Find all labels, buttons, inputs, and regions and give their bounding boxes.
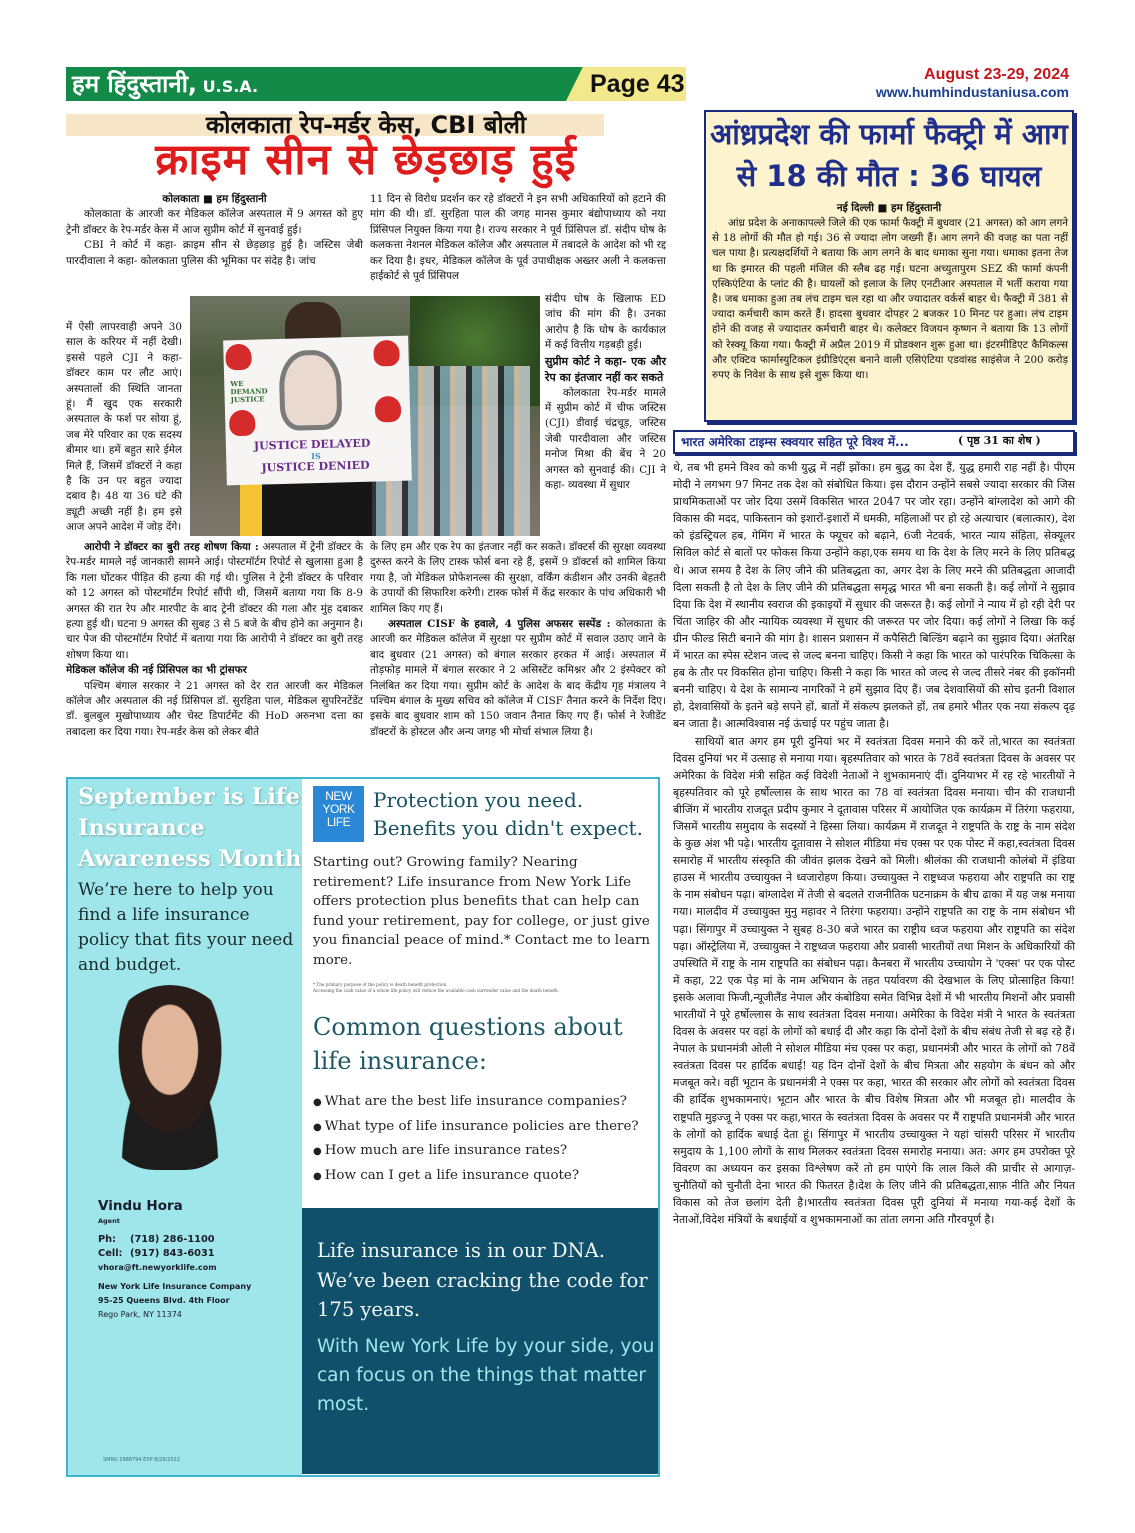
story-column-a-narrow (66, 320, 182, 536)
andhra-dateline: नई दिल्ली ■ हम हिंदुस्तानी (836, 202, 942, 214)
agent-phone[interactable]: (718) 286-1100 (130, 1234, 215, 1245)
agent-address-line1: 95-25 Queens Blvd. 4th Floor (98, 1296, 230, 1305)
ad-compliance-code: SMRU 1968794 EXP 8/29/2022 (103, 1457, 180, 1463)
agent-title: Agent (98, 1217, 120, 1225)
continued-story-title: भारत अमेरिका टाइम्स स्क्वयार सहित पूरे विश्व में... (681, 435, 909, 449)
agent-cell-row (98, 1247, 298, 1261)
story-column-b-top (370, 192, 666, 284)
story-column-b-bottom (370, 540, 666, 740)
paragraph: संदीप घोष के खिलाफ ED जांच की मांग की है। उनका आरोप है कि घोष के कार्यकाल में कई वित्तीय गड़बड़ी हुई। (545, 293, 666, 352)
newspaper-name (72, 68, 258, 103)
red-handprint-icon (373, 340, 400, 367)
ad-questions-list (313, 1090, 658, 1188)
page-number: Page 43 (590, 70, 685, 98)
placard-text: JUSTICE DELAYED (253, 436, 371, 453)
ad-tagline-2: Benefits you didn't expect. (373, 816, 643, 840)
continued-story-body (673, 459, 1075, 1228)
continued-page-reference: ( पृष्ठ 31 का शेष ) (958, 434, 1041, 447)
subheading: अस्पताल CISF के हवाले, 4 पुलिस अफसर सस्पेंड : (388, 618, 611, 631)
subheading: आरोपी ने डॉक्टर का बुरी तरह शोषण किया : (84, 541, 259, 553)
paragraph: आंध्र प्रदेश के अनाकापल्ले जिले की एक फार्मा फैक्ट्री में बुधवार (21 अगस्त) को आग लगने से 18 लोगों की मौत हो गई। 36 से ज्यादा लोग जख्मी हैं। आग लगने की वजह का पता नहीं चल पाया है। प्रत्यक्षदर्शियों ने बताया कि आग लगने के बाद धमाका सुना गया। धमाका इतना तेज था कि इमारत की पहली मंजिल की स्लैब ढह गई। घटना अच्युतापुरम SEZ की फार्मा कंपनी एस्किएंटिया के प्लांट की है। घायलों को इलाज के लिए एनटीआर अस्पताल में भर्ती कराया गया है। जब धमाका हुआ तब लंच टाइम चल रहा था और ज्यादातर वर्कर्स बाहर थे। फैक्ट्री में 381 से ज्यादा कर्मचारी काम करते हैं। हादसा बुधवार दोपहर 2 बजकर 10 मिनट पर हुआ। लंच टाइम होने की वजह से ज्यादातर कर्मचारी बाहर थे। कलेक्टर विजयन कृष्णन ने बताया कि 13 लोगों को रेस्क्यू किया गया। फैक्ट्री में अप्रैल 2019 में प्रोडक्शन शुरू हुआ था। इंटरमीडिएट कैमिकल्स और एक्टिव फार्मास्युटिकल इंग्रीडिएंट्स बनाने वाली एसिएंटिया एडवांस्ड साइंसेज ने 200 करोड़ रुपए के निवेश के साथ इसे शुरू किया था। (712, 217, 1068, 382)
agent-address-line2: Rego Park, NY 11374 (98, 1310, 182, 1319)
paragraph-text: कोलकाता के आरजी कर मेडिकल कॉलेज में सुरक्षा पर सुप्रीम कोर्ट में सवाल उठाए जाने के बाद बुधवार (21 अगस्त) को बंगाल सरकार हरकत में आई। अस्पताल में तोड़फोड़ मामले में बंगाल सरकार ने 2 असिस्टेंट कमिश्नर और 2 इंस्पेक्टर को निलंबित कर दिया गया। सुप्रीम कोर्ट के आदेश के बाद केंद्रीय गृह मंत्रालय ने पश्चिम बंगाल के मुख्य सचिव को कॉलेज में CISF तैनात करने के निर्देश दिए। इसके बाद बुधवार शाम को 150 जवान तैनात किए गए हैं। फोर्स ने रेजीडेंट डॉक्टरों के होस्टल और अन्य जगह भी मोर्चा संभाल लिया है। (370, 618, 666, 738)
red-handprint-icon (375, 396, 402, 423)
agent-phone-row (98, 1233, 298, 1247)
agent-email[interactable]: vhora@ft.newyorklife.com (98, 1263, 217, 1272)
agent-contact-card (98, 1198, 298, 1322)
paragraph (370, 617, 666, 740)
agent-photo (95, 985, 245, 1170)
andhra-body (712, 216, 1068, 383)
ad-dna-heading: Life insurance is in our DNA. We’ve been cracking the code for 175 years. (317, 1239, 648, 1321)
subheading: मेडिकल कॉलेज की नई प्रिंसिपल का भी ट्रांसफर (66, 664, 247, 677)
paragraph: 11 दिन से विरोध प्रदर्शन कर रहे डॉक्टरों ने इन सभी अधिकारियों को हटाने की मांग की थी। डॉ. सुरहिता पाल की जगह मानस कुमार बंद्योपाध्याय को नया प्रिंसिपल नियुक्त किया गया है। राज्य सरकार ने पूर्व प्रिंसिपल डॉ. संदीप घोष के कलकत्ता नेशनल मेडिकल कॉलेज और अस्पताल में तबादले के आदेश को भी रद्द कर दिया है। इधर, मेडिकल कॉलेज के पूर्व उपाधीक्षक अख्तर अली ने कलकत्ता हाईकोर्ट से पूर्व प्रिंसिपल (370, 193, 666, 283)
subheading: सुप्रीम कोर्ट ने कहा- एक और रेप का इंतजार नहीं कर सकते (545, 354, 666, 384)
ad-tagline (373, 786, 643, 842)
agent-company: New York Life Insurance Company (98, 1282, 252, 1291)
cell-label: Cell: (98, 1248, 123, 1259)
placard-text: JUSTICE DENIED (261, 458, 370, 475)
issue-date: August 23-29, 2024 (924, 66, 1069, 83)
fine-print-line: Accessing the cash value of a whole life policy will reduce the available cash surrender value and the death benefit. (313, 988, 560, 993)
paragraph-text: अस्पताल में ट्रेनी डॉक्टर के रेप-मर्डर मामले नई जानकारी सामने आई। पोस्टमॉर्टम रिपोर्ट से खुलासा हुआ है कि गला घोंटकर पीड़ित की हत्या की गई थी। पुलिस ने ट्रेनी डॉक्टर के परिवार को 12 अगस्त को पोस्टमॉर्टम रिपोर्ट सौंपी थी, जिसमें बताया गया कि 8-9 अगस्त की रात रेप और मारपीट के बाद ट्रेनी डॉक्टर की गला और मुंह दबाकर हत्या हुई थी। घटना 9 अगस्त की सुबह 3 से 5 बजे के बीच होने का अनुमान है। चार पेज की पोस्टमॉर्टम रिपोर्ट में बताया गया कि आरोपी ने डॉक्टर का बुरी तरह शोषण किया था। (66, 541, 364, 661)
logo-text: NEW YORK LIFE (322, 789, 355, 829)
story-column-b-narrow (545, 292, 666, 493)
ad-awareness-text: We’re here to help you find a life insurance policy that fits your need and budget. (78, 880, 294, 975)
protest-placard (223, 336, 412, 486)
ad-body-text: Starting out? Growing family? Nearing retirement? Life insurance from New York Life offers protection plus benefits that can help can fund your retirement, pay for college, or just give you financial peace of mind.* Contact me to learn more. (313, 855, 651, 968)
ad-tagline-1: Protection you need. (373, 788, 584, 812)
paragraph: CBI ने कोर्ट में कहा- क्राइम सीन से छेड़छाड़ हुई है। जस्टिस जेबी पारदीवाला ने कहा- कोलकाता पुलिस की भूमिका पर संदेह है। जांच (66, 239, 363, 267)
paragraph (66, 540, 363, 663)
paragraph: थे, तब भी हमने विश्व को कभी युद्ध में नहीं झोंका। हम बुद्ध का देश हैं, युद्ध हमारी राह नहीं है। पीएम मोदी ने लगभग 97 मिनट तक देश को संबोधित किया। इस दौरान उन्होंने सबसे ज्यादा सरकार की जिस प्राथमिकताओं पर जोर दिया उसमें विकसित भारत 2047 पर जोर रहा। उन्होंने बांग्लादेश को आगे की विकास की मदद, पाकिस्तान को इशारों-इशारों में धमकी, महिलाओं पर हो रहे अत्याचार (बलात्कार), देश को इंडस्ट्रियल हब, गेमिंग में भारत के फ्यूचर को बढ़ाने, 6जी नेटवर्क, भारत न्याय संहिता, सेक्यूलर सिविल कोर्ट से बातों पर फोकस किया उन्होंने कहा,एक समय था कि देश के लिए मरने के लिए प्रतिबद्ध थे। आज समय है देश के लिए जीने की प्रतिबद्धता का, अगर देश के लिए मरने की प्रतिबद्धता आजादी दिला सकती है तो देश के लिए जीने की प्रतिबद्धता समृद्ध भारत भी बना सकती है। कई लोगों ने सुझाव दिया कि देश में स्थानीय स्वराज की इकाइयों में सुधार की जरूरत है। कई लोगों ने न्याय में हो रही देरी पर चिंता जाहिर की और न्यायिक व्यवस्था में सुधार की जरूरत पर जोर दिया। कई लोगों ने लिखा कि कई ग्रीन फील्ड सिटी बनाने की मांग है। शासन प्रशासन में कपैसिटी बिल्डिंग बढ़ाने का सुझाव दिया। अंतरिक्ष में भारत का स्पेस स्टेशन जल्द से जल्द बनना चाहिए। किसी ने कहा कि भारत को पारंपरिक चिकित्सा के हब के तौर पर विकसित होना चाहिए। किसी ने कहा कि भारत को जल्द से जल्द तीसरे नंबर की इकॉनमी बननी चाहिए। ये देश के सामान्य नागरिकों ने हमें सुझाव दिए हैं। जब देशवासियों की सोच इतनी विशाल हो, देशवासियों के इतने बड़े सपने हों, बातों में संकल्प झलकते हों, तब हमारे भीतर एक नया संकल्प दृढ़ बन जाता है। आत्मविश्वास नई ऊंचाई पर पहुंच जाता है। (673, 461, 1075, 731)
paragraph: के लिए हम और एक रेप का इंतजार नहीं कर सकते। डॉक्टर्स की सुरक्षा व्यवस्था दुरुस्त करने के लिए टास्क फोर्स बना रहे हैं, इसमें 9 डॉक्टर्स को शामिल किया गया है, जो मेडिकल प्रोफेशनल्स की सुरक्षा, वर्किंग कंडीशन और उनकी बेहतरी के उपायों की सिफारिश करेगी। टास्क फोर्स में केंद्र सरकार के पांच अधिकारी भी शामिल किए गए हैं। (370, 541, 666, 615)
red-handprint-icon (229, 410, 256, 437)
paragraph: कोलकाता के आरजी कर मेडिकल कॉलेज अस्पताल में 9 अगस्त को हुए ट्रेनी डॉक्टर के रेप-मर्डर केस में आज सुप्रीम कोर्ट में सुनवाई हुई। (66, 208, 363, 236)
question-item: ● How much are life insurance rates? (313, 1139, 658, 1164)
dateline: कोलकाता ■ हम हिंदुस्तानी (162, 193, 267, 205)
paragraph: साथियों बात अगर हम पूरी दुनियां भर में स्वतंत्रता दिवस मनाने की करें तो,भारत का स्वतंत्रता दिवस दुनियां भर में उत्साह से मनाया गया। बृहस्पतिवार को भारत के 78वें स्वतंत्रता दिवस के अवसर पर अमेरिका के विदेश मंत्री सहित कई विदेशी नेताओं ने शुभकामनाएं दीं। दुनियाभर में रह रहे भारतीयों ने बृहस्पतिवार को पूरे हर्षोल्लास के साथ भारत का 78 वां स्वतंत्रता दिवस मनाया। चीन की राजधानी बीजिंग में भारतीय राजदूत प्रदीप कुमार ने दूतावास परिसर में आयोजित एक कार्यक्रम में तिरंगा फहराया, जिसमें भारतीय समुदाय के सदस्यों ने हिस्सा लिया। कार्यक्रम में राजदूत ने राष्ट्रपति के राष्ट्र के नाम संदेश के कुछ अंश भी पढ़े। भारतीय दूतावास ने सोशल मीडिया मंच एक्स पर एक पोस्ट में कहा,स्वतंत्रता दिवस समारोह में भारतीय संस्कृति की जीवंत झलक देखने को मिली। श्रीलंका की राजधानी कोलंबो में इंडिया हाउस में भारतीय उच्चायुक्त ने ध्वजारोहण किया। उच्चायुक्त ने राष्ट्रध्वज फहराया और राष्ट्रपति का राष्ट्र के नाम संबोधन पढ़ा। बांग्लादेश में तेजी से बदलते राजनीतिक घटनाक्रम के बीच ढाका में यह जश्न मनाया गया। मालदीव में उच्चायुक्त मुनु महावर ने तिरंगा फहराया। उन्होंने राष्ट्रपति का राष्ट्र के नाम संबोधन भी पढ़ा। सिंगापुर में उच्चायुक्त ने सुबह 8-30 बजे भारत का राष्ट्रीय ध्वज फहराया और राष्ट्रपति का संदेश पढ़ा। ऑस्ट्रेलिया में, उच्चायुक्त ने राष्ट्रध्वज फहराया और प्रवासी भारतीयों तथा मिशन के अधिकारियों की उपस्थिति में राष्ट्र के नाम राष्ट्रपति का संबोधन पढ़ा। कैनबरा में भारतीय उच्चायोग ने 'एक्स' पर एक पोस्ट में कहा, 22 एक पेड़ मां के नाम अभियान के तहत पर्यावरण की देखभाल के लिए प्रोत्साहित किया! इसके अलावा फिजी,न्यूजीलैंड नेपाल और कंबोडिया समेत विभिन्न देशों में भी भारतीय मिशनों और प्रवासी भारतीयों ने पूरे हर्षोल्लास के साथ स्वतंत्रता दिवस मनाया। अमेरिका के विदेश मंत्री ने भारत के स्वतंत्रता दिवस के अवसर पर वहां के लोगों को बधाई दी और कहा कि दोनों देशों के बीच संबंध तेजी से बढ़ रहे हैं। नेपाल के प्रधानमंत्री ओली ने सोशल मीडिया मंच एक्स पर कहा, प्रधानमंत्री और भारत के लोगों को 78वें स्वतंत्रता दिवस पर हार्दिक बधाई! यह दिन दोनों देशों के बीच मित्रता और सहयोग के बंधन को और मजबूत करे। वहीं भूटान के प्रधानमंत्री ने एक्स पर कहा, भारत की सरकार और लोगों को स्वतंत्रता दिवस की हार्दिक शुभकामनाएं। भूटान और भारत के बीच विशेष मित्रता और भी मजबूत हो। मालदीव के राष्ट्रपति मुइज्जू ने एक्स पर कहा,भारत के स्वतंत्रता दिवस के अवसर पर मैं राष्ट्रपति प्रधानमंत्री और भारत के लोगों को हार्दिक बधाई देता हूं। सिंगापुर में भारतीय उच्चायुक्त ने यहां चांसरी परिसर में भारतीय समुदाय के 1,100 लोगों के साथ मिलकर स्वतंत्रता दिवस समारोह मनाया। अत: अगर हम उपरोक्त पूरे विवरण का अध्ययन कर इसका विश्लेषण करें तो हम पाएंगे कि लाल किले की प्राचीर से आगाज़-चुनौतियों को चुनौती देना भारत की फितरत है।देश के लिए जीने की प्रतिबद्धता,साफ़ नीति और नियत विकास को तेज छलांग देती है।भारतीय स्वतंत्रता दिवस पूरी दुनियां में मनाया गया-कई देशों के नेताओं,विदेश मंत्रियों के बधाईयों व शुभकामनाओं का तांता लगना अति गौरवपूर्ण है। (673, 734, 1075, 1227)
story-headline: क्राइम सीन से छेड़छाड़ हुई (155, 135, 577, 185)
ad-fine-print (313, 982, 653, 994)
andhra-headline: आंध्रप्रदेश की फार्मा फैक्ट्री में आग से 18 की मौत : 36 घायल (710, 117, 1068, 193)
question-item: ● What type of life insurance policies are there? (313, 1115, 658, 1140)
story-kicker: कोलकाता रेप-मर्डर केस, CBI बोली (205, 111, 527, 139)
protest-photo (190, 296, 540, 536)
story-column-a-top (66, 192, 363, 269)
fine-print-line: * The primary purpose of the policy is death benefit protection. (313, 982, 448, 987)
placard-text: IS (311, 450, 321, 462)
story-column-a-bottom (66, 540, 363, 740)
placard-face-drawing (278, 349, 342, 431)
newspaper-name-hindi: हम हिंदुस्तानी, (72, 70, 198, 98)
phone-label: Ph: (98, 1234, 117, 1245)
paragraph: पश्चिम बंगाल सरकार ने 21 अगस्त को देर रात आरजी कर मेडिकल कॉलेज और अस्पताल की नई प्रिंसिपल डॉ. सुरहिता पाल, मेडिकल सुपरिनटेंडेंट डॉ. बुलबुल मुखोपाध्याय और चेस्ट डिपार्टमेंट की HoD अरुनभा दत्ता का तबादला कर दिया गया। रेप-मर्डर केस को लेकर बीते (66, 679, 363, 738)
website-link[interactable]: www.humhindustaniusa.com (875, 84, 1069, 100)
new-york-life-logo-icon (313, 786, 364, 842)
agent-name: Vindu Hora (98, 1198, 183, 1214)
ad-questions-heading: Common questions about life insurance: (313, 1013, 623, 1075)
question-item: ● How can I get a life insurance quote? (313, 1164, 658, 1189)
question-item: ● What are the best life insurance companies? (313, 1090, 658, 1115)
paragraph: कोलकाता रेप-मर्डर मामले में सुप्रीम कोर्ट में चीफ जस्टिस (CJI) डीवाई चंद्रचूड़, जस्टिस जेबी पारदीवाला और जस्टिस मनोज मिश्रा की बेंच ने 20 अगस्त को सुनवाई की। CJI ने कहा- व्यवस्था में सुधार (545, 386, 666, 492)
ad-dna-text: With New York Life by your side, you can focus on the things that matter most. (317, 1336, 655, 1415)
red-handprint-icon (225, 344, 252, 371)
placard-text: WE DEMAND JUSTICE (230, 378, 268, 405)
ad-awareness-heading: September is Life Insurance Awareness Month (78, 784, 302, 872)
newspaper-name-usa: U.S.A. (197, 77, 259, 96)
agent-cell[interactable]: (917) 843-6031 (130, 1248, 215, 1259)
paragraph: में ऐसी लापरवाही अपने 30 साल के करियर में नहीं देखी। इससे पहले CJI ने कहा- डॉक्टर काम पर लौट आएं। अस्पतालों की स्थिति जानता हूं। मैं खुद एक सरकारी अस्पताल के फर्श पर सोया हूं, जब मेरे परिवार का एक सदस्य बीमार था। हमें बहुत सारे ईमेल मिले हैं, जिसमें डॉक्टरों ने कहा है कि उन पर बहुत ज्यादा दबाव है। 48 या 36 घंटे की ड्यूटी अच्छी नहीं है। हम इसे आज अपने आदेश में जोड़ देंगे। (66, 321, 182, 534)
